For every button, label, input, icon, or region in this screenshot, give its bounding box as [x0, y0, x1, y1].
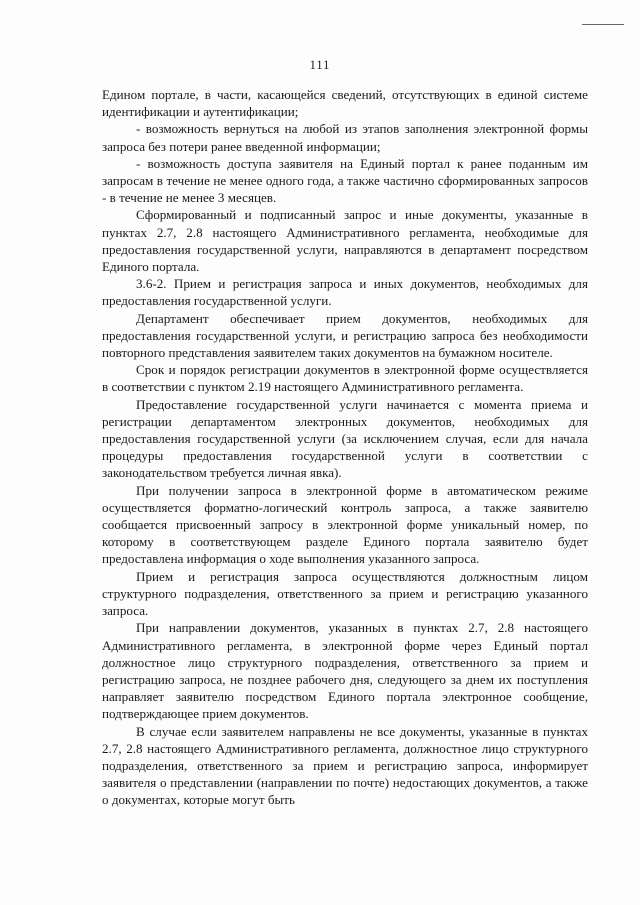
paragraph: Департамент обеспечивает прием документов, необходимых для предоставления государственной услуги, и регистрацию запроса без необходимости повторного представления заявителем таких документов на бумажном носителе. — [102, 310, 588, 361]
paragraph: - возможность доступа заявителя на Единый портал к ранее поданным им запросам в течение не менее одного года, а также частично сформированных запросов - в течение не менее 3 месяцев. — [102, 155, 588, 206]
paragraph: При получении запроса в электронной форме в автоматическом режиме осуществляется форматно-логический контроль запроса, а также заявителю сообщается присвоенный запросу в электронной форме уникальный номер, по которому в соответствующем разделе Единого портала заявителю будет предоставлена информация о ходе выполнения указанного запроса. — [102, 482, 588, 567]
paragraph: 3.6-2. Прием и регистрация запроса и иных документов, необходимых для предоставления государственной услуги. — [102, 276, 588, 309]
corner-rule — [582, 24, 624, 25]
page-number: 111 — [309, 58, 331, 72]
body-text — [102, 86, 588, 809]
paragraph: Прием и регистрация запроса осуществляются должностным лицом структурного подразделения, ответственного за прием и регистрацию указанного запроса. — [102, 568, 588, 619]
paragraph: Сформированный и подписанный запрос и иные документы, указанные в пунктах 2.7, 2.8 настоящего Административного регламента, необходимые для предоставления государственной услуги, направляются в департамент посредством Единого портала. — [102, 207, 588, 275]
paragraph: В случае если заявителем направлены не все документы, указанные в пунктах 2.7, 2.8 настоящего Административного регламента, должностное лицо структурного подразделения, ответственного за прием и регистрацию запроса, информирует заявителя о представлении (направлении по почте) недостающих документов, а также о документах, которые могут быть — [102, 723, 588, 808]
paragraph: При направлении документов, указанных в пунктах 2.7, 2.8 настоящего Административного регламента, в электронной форме через Единый портал должностное лицо структурного подразделения, ответственного за прием и регистрацию запроса, не позднее рабочего дня, следующего за днем их поступления направляет заявителю посредством Единого портала электронное сообщение, подтверждающее прием документов. — [102, 620, 588, 722]
paragraph: - возможность вернуться на любой из этапов заполнения электронной формы запроса без потери ранее введенной информации; — [102, 121, 588, 154]
paragraph: Предоставление государственной услуги начинается с момента приема и регистрации департаментом электронных документов, необходимых для предоставления государственной услуги (за исключением случая, если для начала процедуры предоставления государственной услуги в соответствии с законодательством требуется личная явка). — [102, 396, 588, 481]
paragraph-continuation: Едином портале, в части, касающейся сведений, отсутствующих в единой системе идентификации и аутентификации; — [102, 87, 588, 120]
paragraph: Срок и порядок регистрации документов в электронной форме осуществляется в соответствии с пунктом 2.19 настоящего Административного регламента. — [102, 362, 588, 395]
